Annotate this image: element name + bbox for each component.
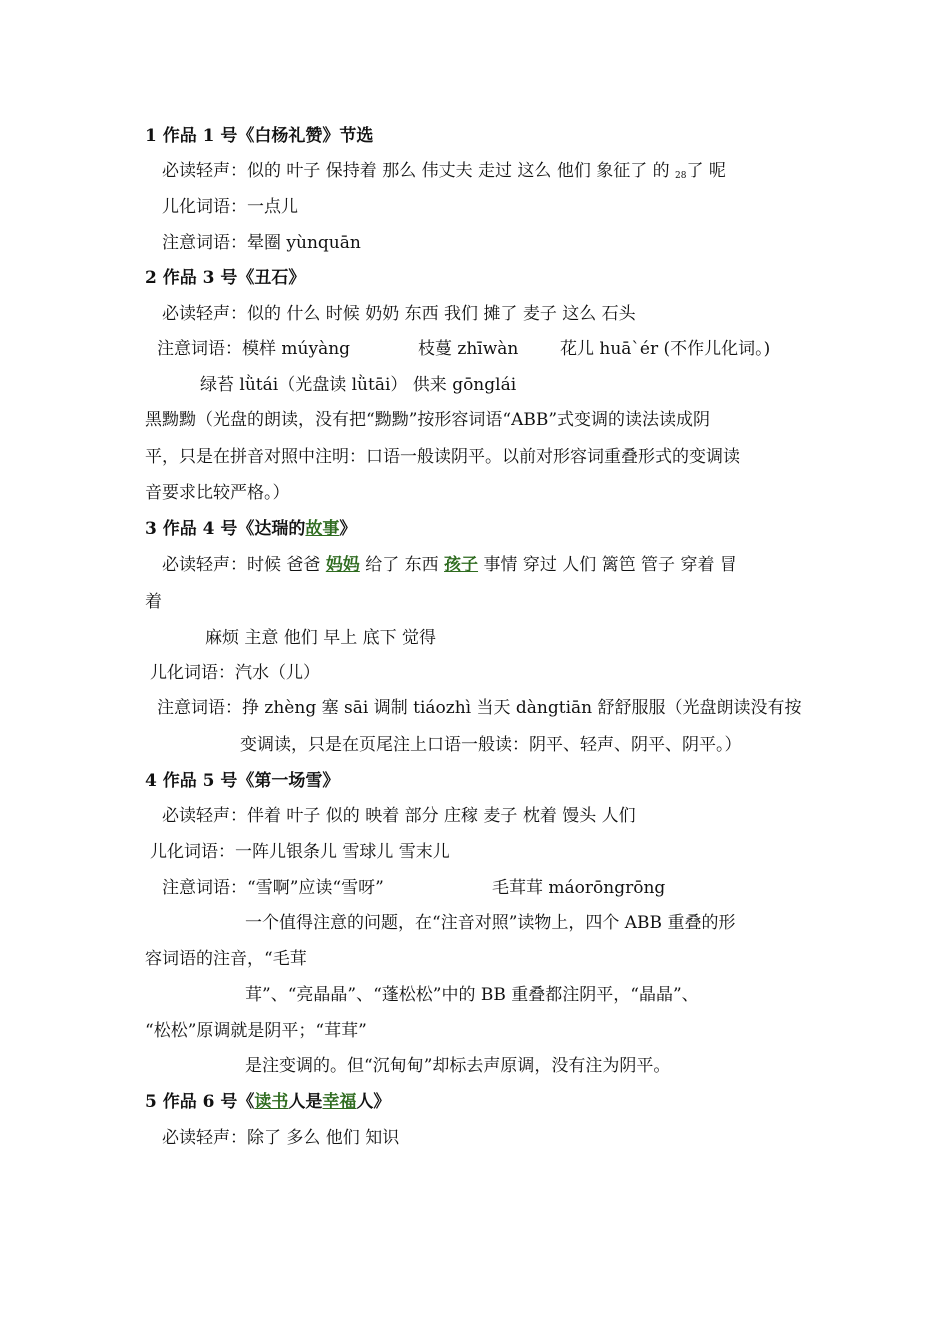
section-2-note-2: 平，只是在拼音对照中注明：口语一般读阴平。以前对形容词重叠形式的变调读 <box>145 447 740 467</box>
link-mama[interactable]: 妈妈 <box>325 555 360 575</box>
section-3-qingsheng: 必读轻声：时候 爸爸 妈妈 给了 东西 孩子 事情 穿过 人们 篱笆 管子 穿着 冒 <box>162 555 737 575</box>
link-haizi[interactable]: 孩子 <box>444 555 479 575</box>
section-2-qingsheng: 必读轻声：似的 什么 时候 奶奶 东西 我们 摊了 麦子 这么 石头 <box>162 304 636 324</box>
section-5-qingsheng: 必读轻声：除了 多么 他们 知识 <box>162 1128 400 1148</box>
section-2-zhuyi-b: 枝蔓 zhīwàn <box>418 339 519 359</box>
section-4-note-3: 茸”、“亮晶晶”、“蓬松松”中的 BB 重叠都注阴平，“晶晶”、 <box>245 985 699 1005</box>
section-2-heading: 2 作品 3 号《丑石》 <box>145 268 306 288</box>
section-4-zhuyi: 注意词语：“雪啊”应读“雪呀” <box>162 878 384 898</box>
section-2-note-3: 音要求比较严格。） <box>145 483 290 503</box>
section-4-note-4: “松松”原调就是阴平；“茸茸” <box>145 1021 367 1041</box>
link-dushu[interactable]: 读书 <box>254 1092 289 1112</box>
section-4-zhuyi-b: 毛茸茸 máorōngrōng <box>492 878 666 898</box>
section-4-erhua: 儿化词语：一阵儿银条儿 雪球儿 雪末儿 <box>150 842 450 862</box>
section-1-zhuyi: 注意词语：晕圈 yùnquān <box>162 233 361 253</box>
section-1-erhua: 儿化词语：一点儿 <box>162 197 298 217</box>
section-3-heading: 3 作品 4 号《达瑞的故事》 <box>145 519 357 539</box>
link-xingfu[interactable]: 幸福 <box>322 1092 357 1112</box>
section-2-zhuyi-line2: 绿苔 lǜtái（光盘读 lǜtāi） 供来 gōnglái <box>200 375 517 395</box>
section-4-note-5: 是注变调的。但“沉甸甸”却标去声原调，没有注为阴平。 <box>245 1056 671 1076</box>
section-4-note-1: 一个值得注意的问题，在“注音对照”读物上，四个 ABB 重叠的形 <box>245 913 736 933</box>
section-3-zhuyi: 注意词语：挣 zhèng 塞 sāi 调制 tiáozhì 当天 dàngtiān 舒舒服服（光盘朗读没有按 <box>157 698 802 718</box>
section-3-erhua: 儿化词语：汽水（儿） <box>150 663 320 683</box>
section-4-note-2: 容词语的注音，“毛茸 <box>145 949 307 969</box>
section-1-heading: 1 作品 1 号《白杨礼赞》节选 <box>145 126 374 146</box>
section-3-qingsheng-wrap: 着 <box>145 592 162 612</box>
section-5-heading: 5 作品 6 号《读书人是幸福人》 <box>145 1092 391 1112</box>
section-2-zhuyi-c: 花儿 huā`ér (不作儿化词。) <box>560 339 771 359</box>
link-gushi[interactable]: 故事 <box>305 519 340 539</box>
section-3-qingsheng-line2: 麻烦 主意 他们 早上 底下 觉得 <box>205 628 437 648</box>
section-4-qingsheng: 必读轻声：伴着 叶子 似的 映着 部分 庄稼 麦子 枕着 馒头 人们 <box>162 806 636 826</box>
section-4-heading: 4 作品 5 号《第一场雪》 <box>145 771 340 791</box>
section-1-qingsheng: 必读轻声：似的 叶子 保持着 那么 伟丈夫 走过 这么 他们 象征了 的 $_{28}$了 呢 <box>162 161 726 181</box>
section-2-zhuyi: 注意词语：模样 múyàng <box>157 339 351 359</box>
section-3-zhuyi-line2: 变调读，只是在页尾注上口语一般读：阴平、轻声、阴平、阴平。） <box>240 735 742 755</box>
section-2-note-1: 黑黝黝（光盘的朗读，没有把“黝黝”按形容词语“ABB”式变调的读法读成阴 <box>145 410 711 430</box>
